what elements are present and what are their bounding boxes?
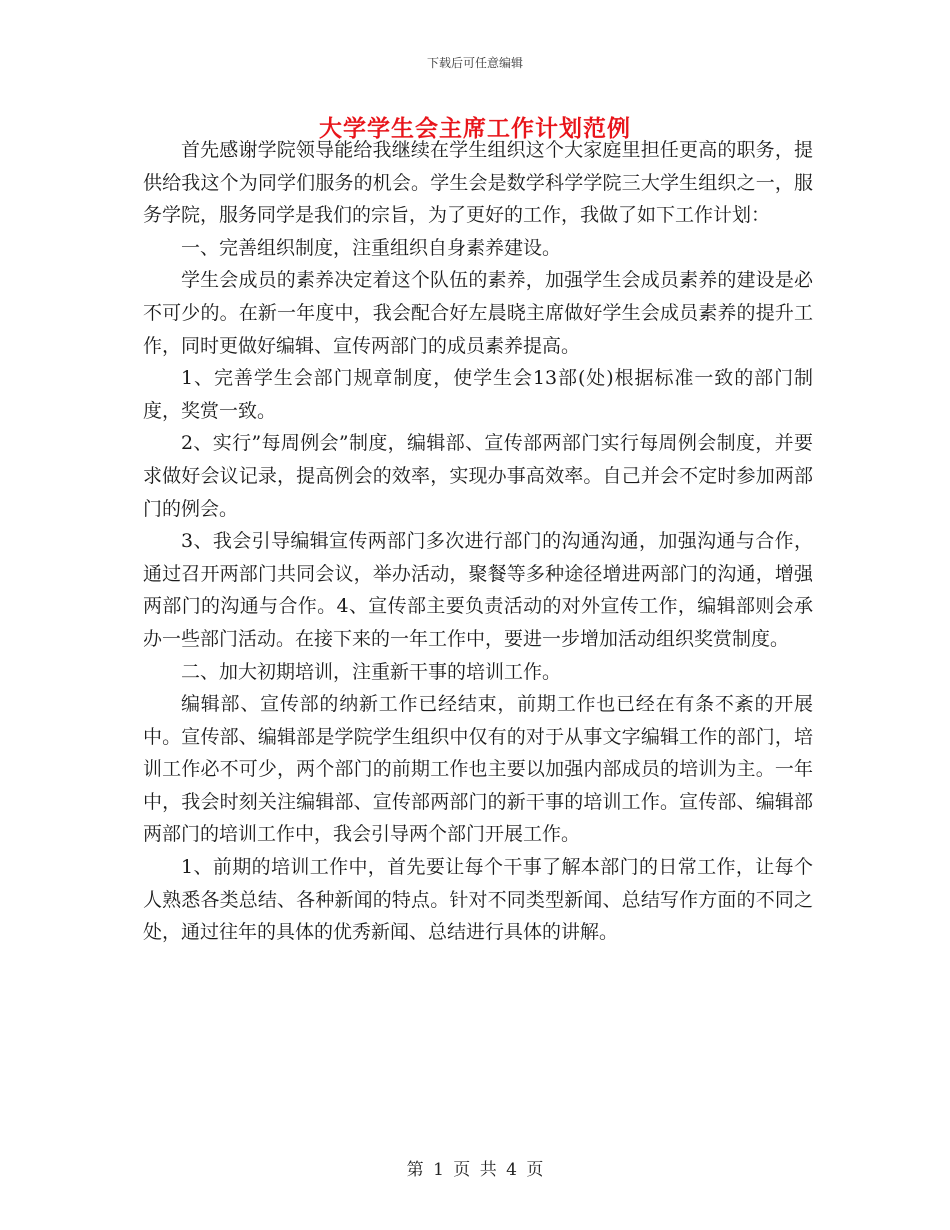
list-item: 1、完善学生会部门规章制度，使学生会13部(处)根据标准一致的部门制度，奖赏一致。 xyxy=(143,367,813,422)
section-heading: 一、完善组织制度，注重组织自身素养建设。 xyxy=(181,236,562,259)
paragraph: 首先感谢学院领导能给我继续在学生组织这个大家庭里担任更高的职务，提供给我这个为同学们服务的机会。学生会是数学科学学院三大学生组织之一，服务学院，服务同学是我们的宗旨，为了更好的工作，我做了如下工作计划： xyxy=(143,139,813,227)
paragraph: 编辑部、宣传部的纳新工作已经结束，前期工作也已经在有条不紊的开展中。宣传部、编辑部是学院学生组织中仅有的对于从事文字编辑工作的部门，培训工作必不可少，两个部门的前期工作也主要以加强内部成员的培训为主。一年中，我会时刻关注编辑部、宣传部两部门的新干事的培训工作。宣传部、编辑部两部门的培训工作中，我会引导两个部门开展工作。 xyxy=(143,693,813,846)
list-item: 2、实行”每周例会”制度，编辑部、宣传部两部门实行每周例会制度，并要求做好会议记录，提高例会的效率，实现办事高效率。自己并会不定时参加两部门的例会。 xyxy=(143,432,813,520)
header-note: 下载后可任意编辑 xyxy=(426,56,523,70)
document-title: 大学学生会主席工作计划范例 xyxy=(319,115,631,142)
document-body xyxy=(143,134,813,949)
list-item: 1、前期的培训工作中，首先要让每个干事了解本部门的日常工作，让每个人熟悉各类总结、各种新闻的特点。针对不同类型新闻、总结写作方面的不同之处，通过往年的具体的优秀新闻、总结进行具体的讲解。 xyxy=(143,856,813,944)
section-heading: 二、加大初期培训，注重新干事的培训工作。 xyxy=(181,660,562,683)
page-footer: 第 1 页 共 4 页 xyxy=(406,1160,544,1180)
paragraph: 学生会成员的素养决定着这个队伍的素养，加强学生会成员素养的建设是必不可少的。在新一年度中，我会配合好左晨晓主席做好学生会成员素养的提升工作，同时更做好编辑、宣传两部门的成员素养提高。 xyxy=(143,269,813,357)
list-item: 3、我会引导编辑宣传两部门多次进行部门的沟通沟通，加强沟通与合作，通过召开两部门共同会议，举办活动，聚餐等多种途径增进两部门的沟通，增强两部门的沟通与合作。4、宣传部主要负责活动的对外宣传工作，编辑部则会承办一些部门活动。在接下来的一年工作中，要进一步增加活动组织奖赏制度。 xyxy=(143,530,813,650)
